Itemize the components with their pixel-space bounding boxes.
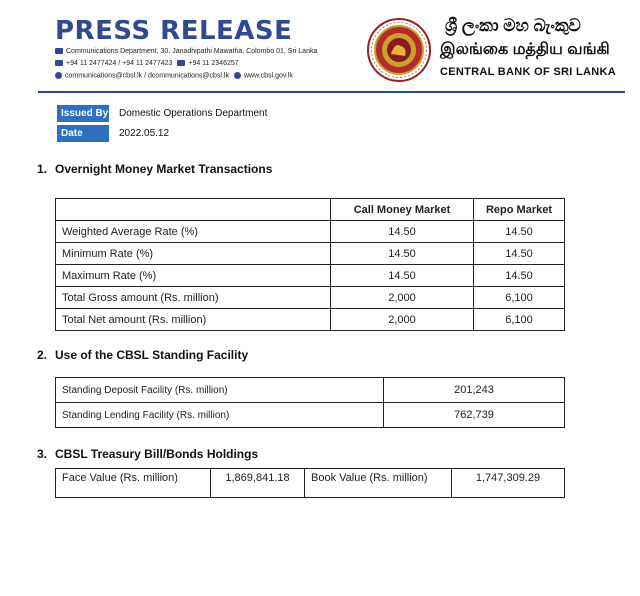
section2-number: 2. bbox=[37, 348, 48, 362]
section1-title: Overnight Money Market Transactions bbox=[55, 162, 273, 176]
address-line bbox=[55, 48, 317, 55]
issued-by-value: Domestic Operations Department bbox=[119, 108, 268, 119]
press-release-title: PRESS RELEASE bbox=[55, 16, 293, 46]
standing-facility-table bbox=[55, 377, 565, 428]
table-row bbox=[56, 243, 565, 265]
table-row bbox=[56, 287, 565, 309]
section2-heading bbox=[37, 348, 248, 362]
cbsl-seal-logo bbox=[367, 18, 431, 82]
issued-by-label: Issued By bbox=[57, 105, 109, 122]
row-label: Total Gross amount (Rs. million) bbox=[56, 287, 331, 309]
phone-line bbox=[55, 60, 239, 67]
call-value: 14.50 bbox=[331, 265, 474, 287]
phone-icon bbox=[55, 60, 63, 66]
row-value: 762,739 bbox=[384, 403, 565, 428]
money-market-table bbox=[55, 198, 565, 331]
row-value: 201,243 bbox=[384, 378, 565, 403]
treasury-holdings-table bbox=[55, 468, 565, 498]
row-label: Maximum Rate (%) bbox=[56, 265, 331, 287]
row-label: Total Net amount (Rs. million) bbox=[56, 309, 331, 331]
table-row bbox=[56, 265, 565, 287]
section1-heading bbox=[37, 162, 272, 176]
email-text[interactable]: communications@cbsl.lk / dcommunications@cbsl.lk bbox=[65, 72, 229, 80]
envelope-icon bbox=[55, 48, 63, 54]
fax-icon bbox=[177, 60, 185, 66]
bank-name-tamil: இலங்கை மத்திய வங்கி bbox=[440, 41, 610, 58]
section2-title: Use of the CBSL Standing Facility bbox=[55, 348, 249, 362]
header-divider bbox=[38, 91, 625, 93]
fax-text: +94 11 2346257 bbox=[188, 60, 239, 67]
face-value: 1,869,841.18 bbox=[211, 469, 305, 498]
address-text: Communications Department, 30, Janadhipathi Mawatha, Colombo 01, Sri Lanka bbox=[66, 48, 318, 55]
phone-text: +94 11 2477424 / +94 11 2477423 bbox=[66, 60, 173, 67]
repo-header: Repo Market bbox=[474, 199, 565, 221]
row-label: Minimum Rate (%) bbox=[56, 243, 331, 265]
table-row bbox=[56, 403, 565, 428]
call-money-header: Call Money Market bbox=[331, 199, 474, 221]
section3-title: CBSL Treasury Bill/Bonds Holdings bbox=[55, 447, 259, 461]
blank-header-cell bbox=[56, 199, 331, 221]
table-row bbox=[56, 378, 565, 403]
face-value-label: Face Value (Rs. million) bbox=[56, 469, 211, 498]
book-value-label: Book Value (Rs. million) bbox=[305, 469, 452, 498]
row-label: Standing Deposit Facility (Rs. million) bbox=[56, 378, 384, 403]
date-value: 2022.05.12 bbox=[119, 128, 170, 139]
repo-value: 14.50 bbox=[474, 265, 565, 287]
repo-value: 14.50 bbox=[474, 221, 565, 243]
repo-value: 6,100 bbox=[474, 309, 565, 331]
book-value: 1,747,309.29 bbox=[452, 469, 565, 498]
email-icon bbox=[55, 72, 62, 79]
call-value: 2,000 bbox=[331, 287, 474, 309]
repo-value: 6,100 bbox=[474, 287, 565, 309]
section1-number: 1. bbox=[37, 162, 48, 176]
website-link[interactable]: www.cbsl.gov.lk bbox=[243, 72, 293, 80]
contact-line bbox=[55, 72, 293, 79]
globe-icon bbox=[234, 72, 241, 79]
bank-name-sinhala: ශ්‍රී ලංකා මහ බැංකුව bbox=[445, 16, 581, 35]
table-row bbox=[56, 309, 565, 331]
call-value: 2,000 bbox=[331, 309, 474, 331]
call-value: 14.50 bbox=[331, 243, 474, 265]
table-header-row bbox=[56, 199, 565, 221]
repo-value: 14.50 bbox=[474, 243, 565, 265]
table-row bbox=[56, 221, 565, 243]
call-value: 14.50 bbox=[331, 221, 474, 243]
section3-heading bbox=[37, 447, 258, 461]
table-row bbox=[56, 469, 565, 498]
row-label: Standing Lending Facility (Rs. million) bbox=[56, 403, 384, 428]
bank-name-english: CENTRAL BANK OF SRI LANKA bbox=[440, 66, 616, 78]
section3-number: 3. bbox=[37, 447, 48, 461]
date-label: Date bbox=[57, 125, 109, 142]
row-label: Weighted Average Rate (%) bbox=[56, 221, 331, 243]
